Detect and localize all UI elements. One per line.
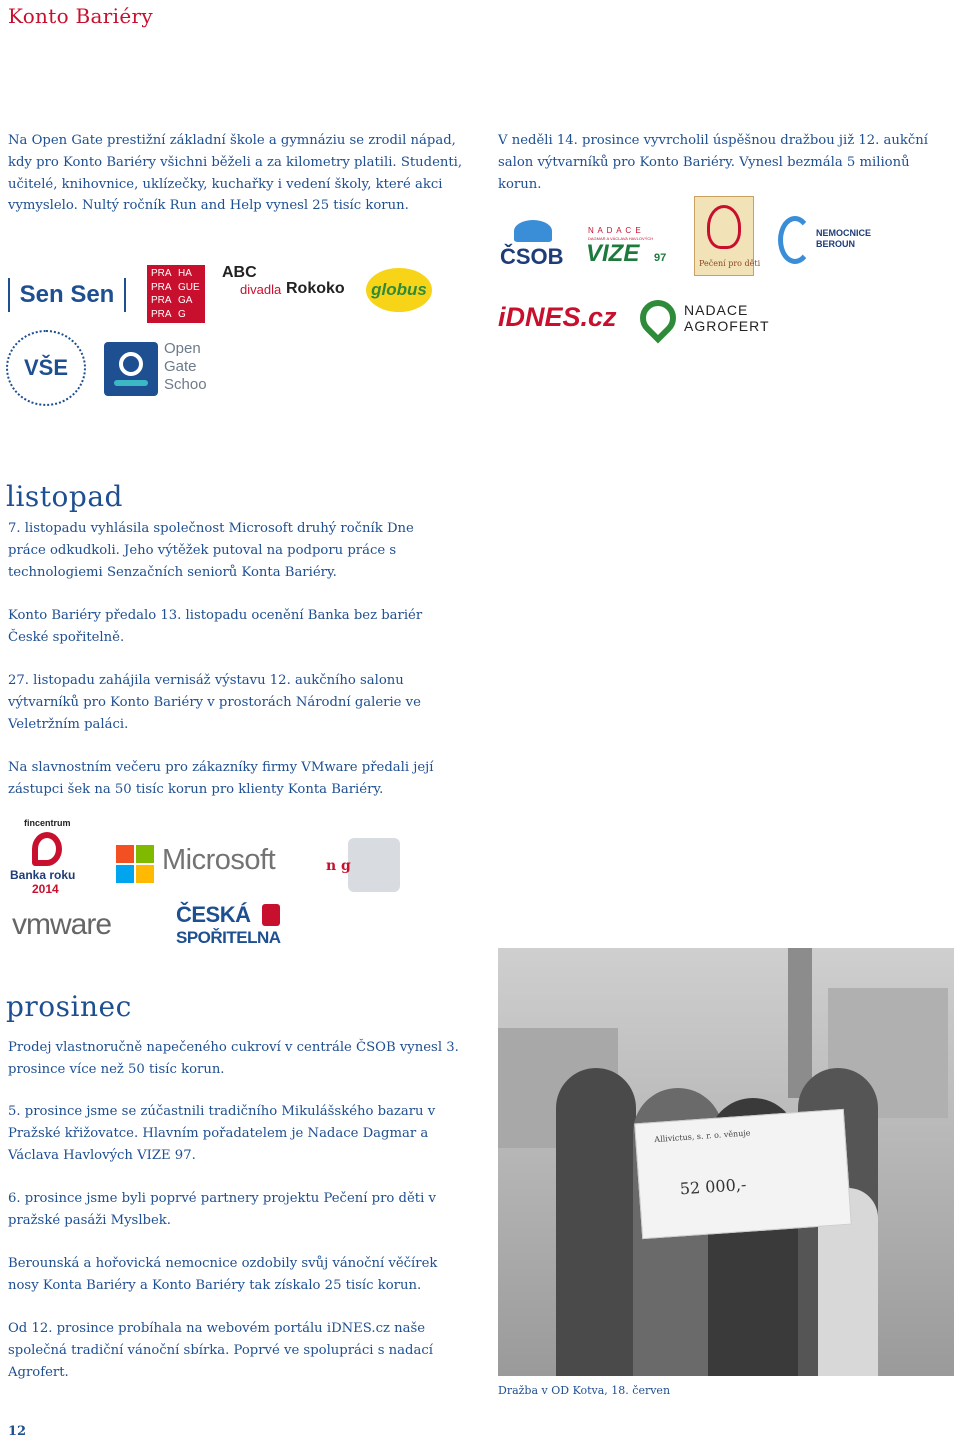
photo-person [556,1068,636,1376]
nadace-vize-name: VIZE [586,240,640,267]
section-heading-prosinec: prosinec [6,990,132,1023]
nadace-vize-top: N A D A C E [588,226,642,235]
photo-check-amount: 52 000,- [679,1174,747,1199]
banka-roku-year: 2014 [32,882,59,896]
listopad-paragraph: 27. listopadu zahájila vernisáž výstavu 12. aukčního salonu výtvarníků pro Konto Bariéry v prostorách Národní galerie ve Veletržním paláci. [8,673,421,732]
prosinec-paragraph: 6. prosince jsme byli poprvé partnery projektu Pečení pro děti v pražské pasáži Myslbek. [8,1191,436,1228]
praha-logo-cell: HA [178,268,192,279]
ceska-sporitelna-s-icon [262,904,280,926]
banka-roku-mark-icon [32,832,62,866]
peceni-pro-deti-logo [694,196,761,276]
vse-logo [6,330,86,406]
prosinec-paragraph: Prodej vlastnoručně napečeného cukroví v centrále ČSOB vynesl 3. prosince více než 50 tisíc korun. [8,1040,459,1077]
ceska-sporitelna-top: ČESKÁ [176,902,251,927]
praha-logo-cell: PRA [151,268,172,279]
praha-logo-cell: PRA [151,295,172,306]
sensen-logo-text: Sen Sen [19,281,115,308]
prosinec-paragraph: Berounská a hořovická nemocnice ozdobily svůj vánoční věčírek nosy Konta Bariéry a Konto Bariéry tak získalo 25 tisíc korun. [8,1256,438,1293]
praha-logo-cell: GA [178,295,193,306]
abc-logo-mid: divadla [240,282,282,297]
nemocnice-cross-icon [778,216,812,264]
open-gate-line: Gate [164,358,197,375]
nadace-vize-sub: DAGMAR A VÁCLAVA HAVLOVÝCH [588,236,654,241]
nemocnice-text [816,228,871,250]
banka-roku-text: Banka roku [10,868,76,882]
narodni-galerie-logo [326,838,406,894]
photo-caption: Dražba v OD Kotva, 18. červen [498,1384,671,1397]
open-gate-mark [104,342,158,396]
listopad-paragraph: Na slavnostním večeru pro zákazníky firmy VMware předali její zástupci šek na 50 tisíc korun pro klienty Konta Bariéry. [8,760,434,797]
listopad-paragraph: Konto Bariéry předalo 13. listopadu ocenění Banka bez bariér České spořitelně. [8,608,423,645]
agrofert-text [684,302,770,334]
photo-tower [788,948,812,1098]
agrofert-line: NADACE [684,302,749,318]
abc-logo-top: ABC [222,264,257,281]
narodni-galerie-text: n g [326,858,351,874]
vse-logo-text: VŠE [23,355,69,380]
nadace-vize-num: 97 [654,252,667,264]
sensen-logo [8,278,126,312]
praha-logo-cell: PRA [151,308,172,320]
event-photo [498,948,954,1376]
page-title: Konto Bariéry [8,4,153,28]
open-gate-line: Open [164,340,201,357]
ceska-sporitelna-bottom: SPOŘITELNA [176,928,281,947]
idnes-logo: iDNES.cz [498,302,617,332]
peceni-logo-text: Pečení pro děti [699,259,761,268]
agrofert-line: AGROFERT [684,318,770,334]
praha-logo-cell: PRA [151,281,172,293]
page-number: 12 [8,1424,27,1439]
globus-logo-text: globus [371,280,427,299]
photo-check [634,1109,852,1239]
nadace-vize-logo [586,226,678,270]
nemocnice-beroun-logo [778,212,872,268]
photo-check-title: Allivictus, s. r. o. věnuje [654,1128,751,1145]
nemocnice-line: BEROUN [816,239,856,249]
vmware-logo: vmware [12,908,112,941]
open-gate-circle-icon [119,352,143,376]
banka-roku-logo [8,818,88,898]
open-gate-text [164,340,207,394]
microsoft-logo-icon [116,845,154,883]
praha-logo-cell: G [178,308,186,320]
csob-logo [500,220,568,274]
narodni-galerie-lion-icon [348,838,400,892]
globus-logo [366,268,432,312]
prosinec-paragraph: Od 12. prosince probíhala na webovém portálu iDNES.cz naše společná tradiční vánoční sbírka. Poprvé ve spolupráci s nadací Agrofert. [8,1321,433,1380]
prosinec-paragraph: 5. prosince jsme se zúčastnili tradičního Mikulášského bazaru v Pražské křižovatce. Hlavním pořadatelem je Nadace Dagmar a Václava Havlových VIZE 97. [8,1104,436,1163]
intro-paragraph-right: V neděli 14. prosince vyvrcholil úspěšnou dražbou již 12. aukční salon výtvarníků pro Konto Bariéry. Vynesl bezmála 5 milionů korun. [498,133,928,192]
open-gate-logo [104,340,214,398]
section-heading-listopad: listopad [6,480,123,513]
praha-logo [147,265,205,323]
intro-paragraph-left: Na Open Gate prestižní základní škole a gymnáziu se zrodil nápad, kdy pro Konto Bariéry všichni běželi a za kilometry platili. Studenti, učitelé, knihovnice, uklízečky, kuchařky i vedení školy, které akci vymyslelo. Nultý ročník Run and Help vynesl 25 tisíc korun. [8,133,463,214]
abc-divadla-logo [222,262,352,320]
peceni-heart-icon [707,205,741,249]
nemocnice-line: NEMOCNICE [816,228,872,238]
praha-logo-cell: GUE [178,281,200,293]
open-gate-line: Schoo [164,376,207,393]
abc-logo-side: Rokoko [286,280,345,297]
ceska-sporitelna-logo [176,902,284,948]
open-gate-smile-icon [114,380,148,386]
csob-wave-icon [514,220,552,242]
listopad-paragraph: 7. listopadu vyhlásila společnost Microsoft druhý ročník Dne práce odkudkoli. Jeho výtěžek putoval na podporu práce s technologiemi Senzačních seniorů Konta Bariéry. [8,521,414,580]
agrofert-heart-icon [633,293,684,344]
csob-logo-text: ČSOB [500,244,564,269]
fincentrum-text: fincentrum [24,818,71,828]
nadace-agrofert-logo [640,296,780,340]
microsoft-logo-text: Microsoft [162,844,276,876]
